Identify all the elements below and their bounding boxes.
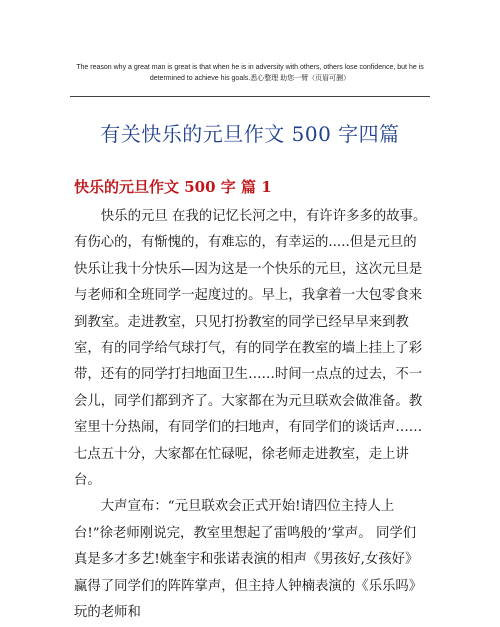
header-divider xyxy=(70,96,430,97)
section-heading: 快乐的元旦作文 500 字 篇 1 xyxy=(74,178,272,196)
body-text xyxy=(74,204,428,627)
header-quote-line-1: The reason why a great man is great is that when he is in adversity with others, others lose confidence, but he is xyxy=(76,64,424,71)
paragraph-1: 快乐的元旦 在我的记忆长河之中，有许许多多的故事。有伤心的，有惭愧的，有难忘的，有幸运的.....但是元旦的快乐让我十分快乐—因为这是一个快乐的元旦，这次元旦是与老师和全班同学一起度过的。早上，我拿着一大包零食来到教室。走进教室，只见打扮教室的同学已经早早来到教室，有的同学给气球打气，有的同学在教室的墙上挂上了彩带，还有的同学打扫地面卫生……时间一点点的过去，不一会儿，同学们都到齐了。大家都在为元旦联欢会做准备。教室里十分热闹，有同学们的扫地声，有同学们的谈话声…… 七点五十分，大家都在忙碌呢，徐老师走进教室，走上讲台。 xyxy=(74,209,427,489)
paragraph-2: 大声宣布：“元旦联欢会正式开始!请四位主持人上台!”徐老师刚说完，教室里想起了雷鸣般的’掌声。 同学们真是多才多艺!姚奎宇和张诺表演的相声《男孩好,女孩好》赢得了同学们的阵阵掌声，但主持人钟楠表演的《乐乐吗》玩的老师和 xyxy=(74,499,423,621)
document-title: 有关快乐的元旦作文 500 字四篇 xyxy=(100,122,400,146)
page-header-quote xyxy=(70,62,430,84)
header-quote-line-2: determined to achieve his goals.悉心整理 助您一臂（页眉可删） xyxy=(149,75,351,82)
